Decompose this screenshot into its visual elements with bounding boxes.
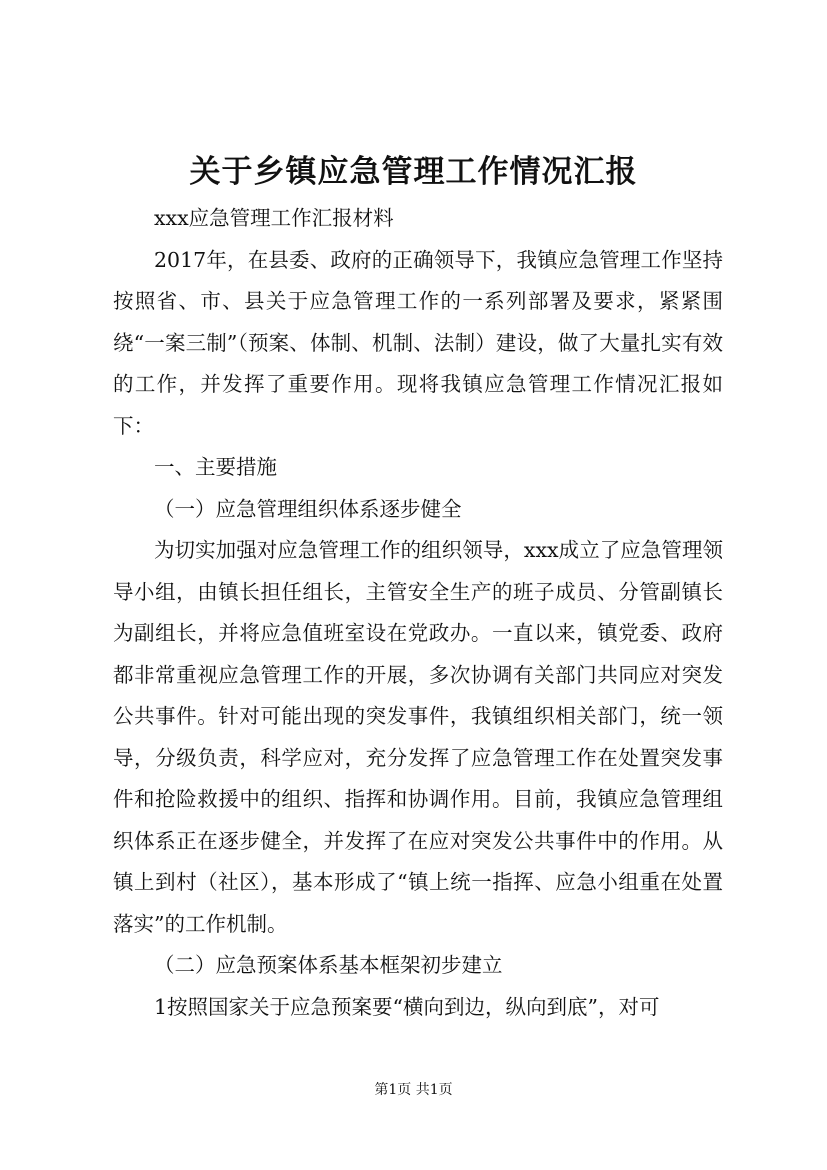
subtitle-line: xxx应急管理工作汇报材料 [154, 206, 394, 230]
intro-paragraph: 2017年，在县委、政府的正确领导下，我镇应急管理工作坚持按照省、市、县关于应急管理工作的一系列部署及要求，紧紧围绕“一案三制”（预案、体制、机制、法制）建设，做了大量扎实有效的工作，并发挥了重要作用。现将我镇应急管理工作情况汇报如下： [113, 247, 723, 438]
paragraph-2: 1按照国家关于应急预案要“横向到边，纵向到底”，对可 [154, 994, 660, 1019]
paragraph-1: 为切实加强对应急管理工作的组织领导，xxx成立了应急管理领导小组，由镇长担任组长，主管安全生产的班子成员、分管副镇长为副组长，并将应急值班室设在党政办。一直以来，镇党委、政府都非常重视应急管理工作的开展，多次协调有关部门共同应对突发公共事件。针对可能出现的突发事件，我镇组织相关部门，统一领导，分级负责，科学应对，充分发挥了应急管理工作在处置突发事件和抢险救援中的组织、指挥和协调作用。目前，我镇应急管理组织体系正在逐步健全，并发挥了在应对突发公共事件中的作用。从镇上到村（社区），基本形成了“镇上统一指挥、应急小组重在处置落实”的工作机制。 [113, 538, 723, 936]
page-footer: 第1页 共1页 [374, 1082, 453, 1098]
document-title: 关于乡镇应急管理工作情况汇报 [189, 154, 638, 190]
subsection-heading-2: （二）应急预案体系基本框架初步建立 [154, 953, 503, 977]
section-heading: 一、主要措施 [154, 455, 277, 479]
document-body [113, 198, 723, 1028]
subsection-heading-1: （一）应急管理组织体系逐步健全 [154, 496, 462, 521]
